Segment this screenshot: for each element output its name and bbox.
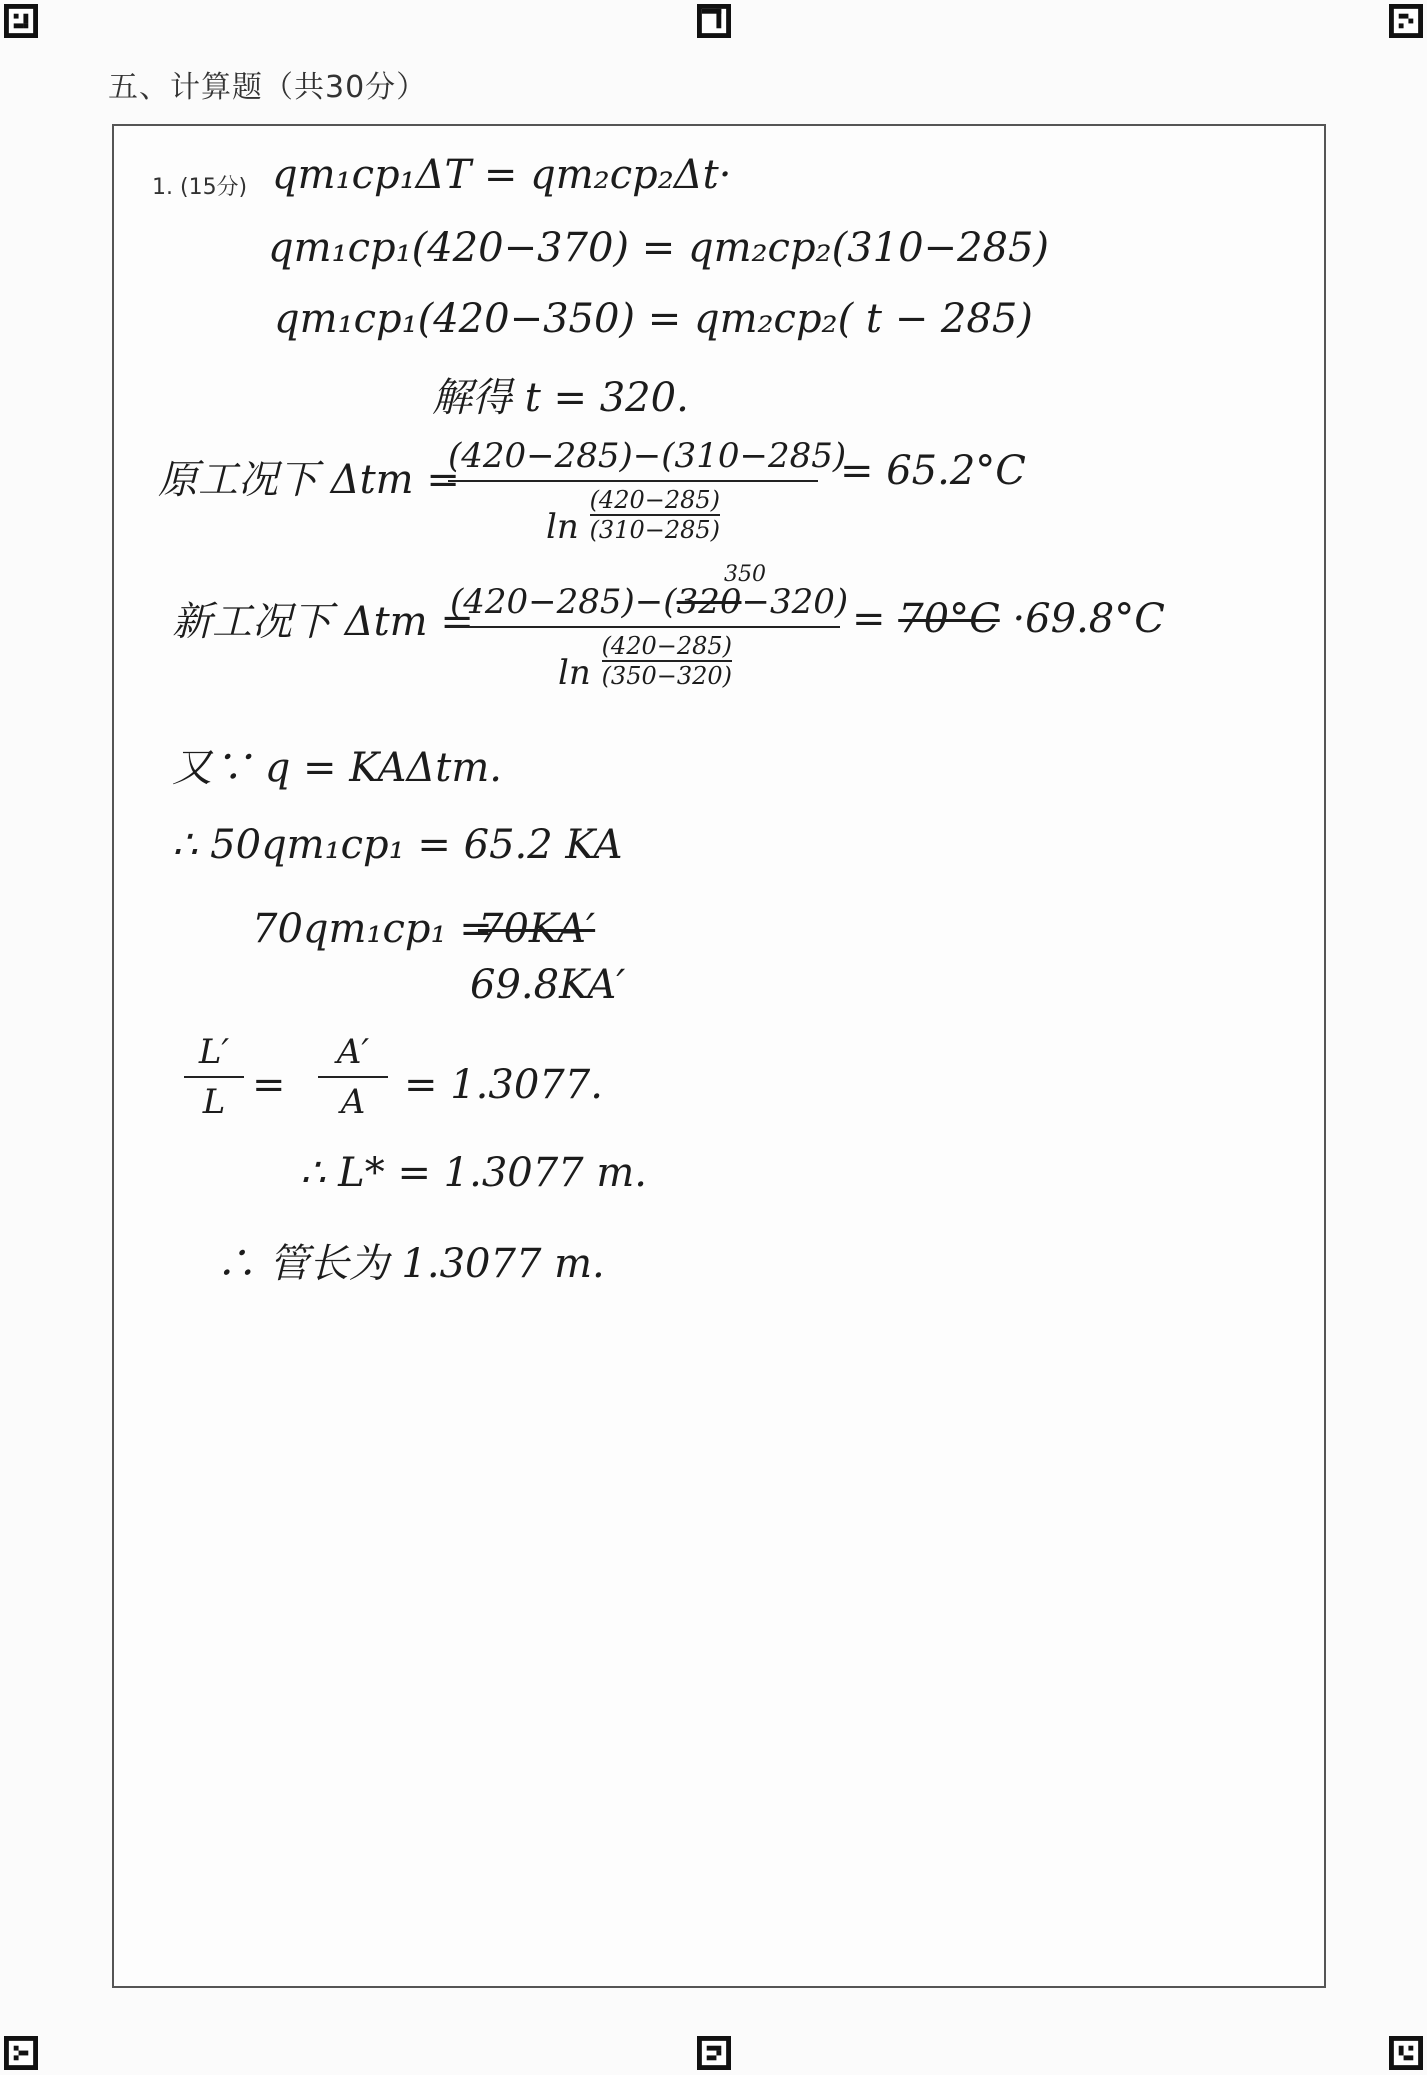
ratio-result: = 1.3077. <box>404 1062 603 1108</box>
new-ln-fraction <box>602 632 732 690</box>
equation-original: qm₁cp₁(420−370) = qm₂cp₂(310−285) <box>268 225 1050 271</box>
ratio-a-den: A <box>340 1082 366 1122</box>
new-result-struck: 70°C <box>898 596 1000 642</box>
ratio-a-num: A′ <box>336 1032 370 1072</box>
fraction-bar <box>184 1076 244 1078</box>
corrected-value: 69.8KA′ <box>470 962 626 1008</box>
fraction-bar <box>448 480 818 482</box>
ratio-l-num: L′ <box>198 1032 230 1072</box>
new-lmtd-result <box>852 596 1165 642</box>
answer-box <box>112 124 1326 1988</box>
aruco-marker-bottom-right <box>1389 2036 1423 2070</box>
equation-heat-balance: qm₁cp₁ΔT = qm₂cp₂Δt· <box>272 152 732 198</box>
orig-lmtd-prefix: 原工况下 Δtm = <box>158 457 460 503</box>
new-eq: = <box>852 596 886 642</box>
new-lmtd-fraction <box>450 582 849 693</box>
ratio-area-fraction <box>318 1032 388 1122</box>
orig-ln-fraction <box>590 486 720 544</box>
new-ln-num: (420−285) <box>601 632 733 660</box>
new-lmtd-prefix: 新工况下 Δtm = <box>172 599 474 645</box>
orig-ln-num: (420−285) <box>589 486 721 514</box>
fraction-bar <box>318 1076 388 1078</box>
aruco-marker-bottom-center <box>697 2036 731 2070</box>
orig-lmtd-fraction <box>448 436 847 547</box>
struck-value: 70KA′ <box>478 906 596 952</box>
new-balance: 70qm₁cp₁ = <box>252 906 493 952</box>
original-balance: ∴ 50qm₁cp₁ = 65.2 KA <box>172 822 623 868</box>
conclusion-pipe-length: ∴ 管长为 1.3077 m. <box>216 1241 605 1287</box>
orig-ln: ln <box>545 507 579 547</box>
orig-lmtd-numerator: (420−285)−(310−285) <box>448 436 847 476</box>
conclusion-length: ∴ L* = 1.3077 m. <box>300 1150 647 1196</box>
new-lmtd-denominator <box>450 632 840 693</box>
equation-new: qm₁cp₁(420−350) = qm₂cp₂( t − 285) <box>274 296 1033 342</box>
orig-lmtd-result: = 65.2°C <box>840 448 1026 494</box>
new-correction-350: 350 <box>724 562 766 587</box>
new-result-corrected: ·69.8°C <box>1012 596 1165 642</box>
ratio-length-fraction <box>184 1032 244 1122</box>
fraction-bar <box>450 626 840 628</box>
new-num-part-a: (420−285)−( <box>450 582 677 622</box>
new-ln-den: (350−320) <box>601 662 733 690</box>
ratio-l-den: L <box>202 1082 226 1122</box>
new-lmtd-numerator <box>450 582 849 622</box>
ratio-eq-1: = <box>252 1062 286 1108</box>
aruco-marker-top-right <box>1389 4 1423 38</box>
aruco-marker-top-center <box>697 4 731 38</box>
new-num-struck: 320 <box>676 582 742 622</box>
solution-t: 解得 t = 320. <box>432 375 689 421</box>
new-num-part-b: −320) <box>741 582 849 622</box>
heat-rate-equation: 又∵ q = KAΔtm. <box>172 745 503 791</box>
new-ln: ln <box>557 653 591 693</box>
question-label: 1. (15分) <box>152 175 248 200</box>
orig-ln-den: (310−285) <box>589 516 721 544</box>
aruco-marker-top-left <box>4 4 38 38</box>
section-title: 五、计算题（共30分） <box>108 70 428 105</box>
orig-lmtd-denominator <box>448 486 818 547</box>
aruco-marker-bottom-left <box>4 2036 38 2070</box>
